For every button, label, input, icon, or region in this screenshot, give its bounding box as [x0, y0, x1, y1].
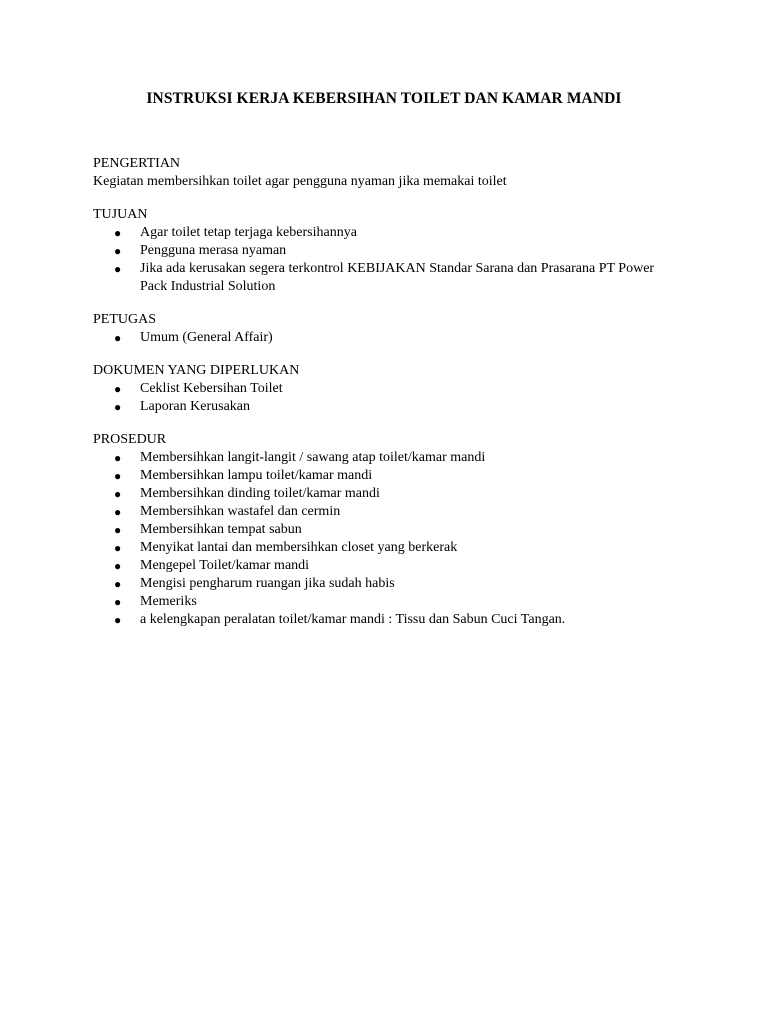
list-item: [93, 575, 713, 593]
list-item-text: Membersihkan dinding toilet/kamar mandi: [140, 486, 380, 501]
list-item: [93, 449, 713, 467]
list-item-text: Membersihkan tempat sabun: [140, 522, 302, 537]
list-item: [93, 611, 713, 629]
section-heading-prosedur: PROSEDUR: [93, 432, 167, 447]
list-item-text: Umum (General Affair): [140, 330, 273, 345]
list-item: [93, 503, 713, 521]
list-item-text: a kelengkapan peralatan toilet/kamar mandi : Tissu dan Sabun Cuci Tangan.: [140, 612, 566, 627]
list-item: [93, 485, 713, 503]
tujuan-list: [93, 224, 713, 296]
bullet-icon: ●: [114, 226, 122, 240]
list-item-text: Jika ada kerusakan segera terkontrol KEBIJAKAN Standar Sarana dan Prasarana PT Power Pack Industrial Solution: [140, 261, 655, 294]
list-item: [93, 242, 713, 260]
bullet-icon: ●: [114, 451, 122, 465]
bullet-icon: ●: [114, 382, 122, 396]
petugas-list: [93, 329, 713, 347]
section-heading-petugas: PETUGAS: [93, 312, 157, 327]
list-item: [93, 521, 713, 539]
list-item-text: Ceklist Kebersihan Toilet: [140, 381, 283, 396]
bullet-icon: ●: [114, 331, 122, 345]
dokumen-list: [93, 380, 713, 416]
list-item: [93, 329, 713, 347]
bullet-icon: ●: [114, 613, 122, 627]
list-item: [93, 380, 713, 398]
list-item: [93, 224, 713, 242]
list-item-text: Laporan Kerusakan: [140, 399, 251, 414]
list-item-text: Membersihkan wastafel dan cermin: [140, 504, 341, 519]
list-item: [93, 467, 713, 485]
list-item-text: Membersihkan langit-langit / sawang atap toilet/kamar mandi: [140, 450, 486, 465]
bullet-icon: ●: [114, 505, 122, 519]
list-item-text: Mengisi pengharum ruangan jika sudah habis: [140, 576, 395, 591]
section-pengertian: [93, 155, 713, 191]
section-dokumen: [93, 362, 713, 416]
bullet-icon: ●: [114, 487, 122, 501]
list-item: [93, 593, 713, 611]
list-item: [93, 539, 713, 557]
list-item: [93, 260, 680, 296]
bullet-icon: ●: [114, 541, 122, 555]
bullet-icon: ●: [114, 577, 122, 591]
list-item-text: Menyikat lantai dan membersihkan closet yang berkerak: [140, 540, 458, 555]
pengertian-text: Kegiatan membersihkan toilet agar pengguna nyaman jika memakai toilet: [93, 174, 507, 189]
list-item: [93, 398, 713, 416]
bullet-icon: ●: [114, 244, 122, 258]
section-heading-tujuan: TUJUAN: [93, 207, 148, 222]
section-tujuan: [93, 206, 713, 296]
bullet-icon: ●: [114, 595, 122, 609]
list-item-text: Pengguna merasa nyaman: [140, 243, 287, 258]
list-item-text: Mengepel Toilet/kamar mandi: [140, 558, 310, 573]
section-heading-pengertian: PENGERTIAN: [93, 156, 181, 171]
list-item-text: Agar toilet tetap terjaga kebersihannya: [140, 225, 357, 240]
prosedur-list: [93, 449, 713, 629]
bullet-icon: ●: [114, 400, 122, 414]
bullet-icon: ●: [114, 262, 122, 276]
bullet-icon: ●: [114, 469, 122, 483]
bullet-icon: ●: [114, 559, 122, 573]
section-petugas: [93, 311, 713, 347]
bullet-icon: ●: [114, 523, 122, 537]
document-title: INSTRUKSI KERJA KEBERSIHAN TOILET DAN KAMAR MANDI: [146, 90, 622, 107]
document-body: [93, 155, 713, 644]
list-item-text: Memeriks: [140, 594, 197, 609]
list-item: [93, 557, 713, 575]
section-prosedur: [93, 431, 713, 629]
list-item-text: Membersihkan lampu toilet/kamar mandi: [140, 468, 373, 483]
section-heading-dokumen: DOKUMEN YANG DIPERLUKAN: [93, 363, 300, 378]
